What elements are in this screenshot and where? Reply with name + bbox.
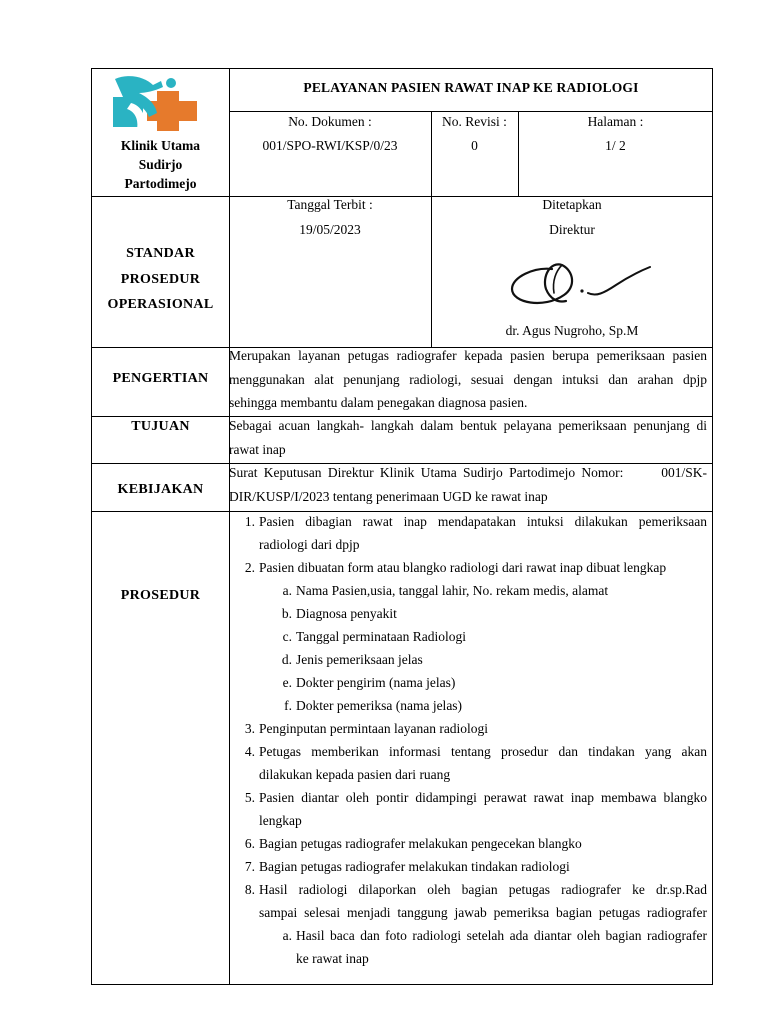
issue-date-label: Tanggal Terbit : (287, 197, 373, 212)
step-text: lengkap (259, 813, 302, 828)
substep-text: Jenis pemeriksaan jelas (296, 652, 423, 667)
tujuan-line1: Sebagai acuan langkah- langkah dalam bentuk pelayana pemeriksaan penunjang di (229, 418, 707, 433)
procedure-step-5-cont (229, 809, 707, 832)
kebijakan-line2: DIR/KUSP/I/2023 tentang penerimaan UGD ke rawat inap (229, 488, 548, 504)
procedure-step-6 (229, 832, 707, 855)
procedure-step-4 (229, 740, 707, 763)
revision-label: No. Revisi : (442, 114, 507, 129)
step-text: Hasil radiologi dilaporkan oleh bagian petugas radiografer ke dr.sp.Rad (259, 882, 707, 897)
step-text: Pasien dibagian rawat inap mendapatakan intuksi dilakukan pemeriksaan (259, 514, 707, 529)
procedure-step-2 (229, 556, 707, 579)
procedure-substep-cont (229, 947, 707, 970)
step-text: Bagian petugas radiografer melakukan pengecekan blangko (259, 836, 582, 851)
pengertian-text (229, 344, 707, 415)
substep-text: Dokter pemeriksa (nama jelas) (296, 698, 463, 713)
procedure-step-8-cont (229, 901, 707, 924)
clinic-name-line3: Partodimejo (124, 176, 197, 191)
issue-date: 19/05/2023 (299, 222, 361, 237)
approver-title: Direktur (549, 222, 595, 237)
document-title: PELAYANAN PASIEN RAWAT INAP KE RADIOLOGI (303, 80, 639, 95)
prosedur-list (229, 510, 707, 970)
substep-letter: c. (282, 629, 292, 644)
step-text: Petugas memberikan informasi tentang prosedur dan tindakan yang akan (259, 744, 707, 759)
rule-title (229, 111, 713, 112)
pengertian-line2: menggunakan alat penunjang radiologi, sesuai dengan intuksi dan arahan dpjp (229, 371, 707, 387)
approver-name: dr. Agus Nugroho, Sp.M (505, 323, 639, 338)
doc-number: 001/SPO-RWI/KSP/0/23 (262, 138, 398, 153)
step-text: Pasien diantar oleh pontir didampingi perawat rawat inap membawa blangko (259, 790, 707, 805)
sop-line2: PROSEDUR (120, 272, 201, 287)
step-number: 4. (244, 744, 255, 759)
procedure-substep (229, 671, 707, 694)
procedure-step-1-cont (229, 533, 707, 556)
step-text: Penginputan permintaan layanan radiologi (259, 721, 489, 736)
kebijakan-heading: KEBIJAKAN (117, 482, 204, 497)
step-text: sampai selesai menjadi tanggung jawab pemeriksa bagian petugas radiografer (259, 905, 707, 920)
procedure-substep (229, 625, 707, 648)
procedure-substep (229, 694, 707, 717)
substep-letter: f. (284, 698, 292, 713)
step-number: 8. (244, 882, 255, 897)
sop-line1: STANDAR (126, 246, 195, 261)
step-number: 3. (244, 721, 255, 736)
pengertian-heading: PENGERTIAN (112, 371, 209, 386)
sop-line3: OPERASIONAL (107, 297, 214, 312)
substep-letter: b. (281, 606, 292, 621)
clinic-name-line2: Sudirjo (138, 157, 183, 172)
prosedur-heading: PROSEDUR (120, 588, 201, 603)
procedure-substep (229, 924, 707, 947)
procedure-substep (229, 648, 707, 671)
step-number: 1. (244, 514, 255, 529)
substep-letter: e. (282, 675, 292, 690)
procedure-step-5 (229, 786, 707, 809)
step-text: Pasien dibuatan form atau blangko radiologi dari rawat inap dibuat lengkap (259, 560, 667, 575)
substep-text: Tanggal perminataan Radiologi (296, 629, 467, 644)
page-label: Halaman : (587, 114, 644, 129)
substep-letter: a. (282, 583, 292, 598)
approved-label: Ditetapkan (542, 197, 602, 212)
clinic-logo (109, 73, 201, 135)
step-text: Bagian petugas radiografer melakukan tindakan radiologi (259, 859, 570, 874)
substep-text: Hasil baca dan foto radiologi setelah ada diantar oleh bagian radiografer (296, 928, 707, 943)
pengertian-line1: Merupakan layanan petugas radiografer kepada pasien berupa pemeriksaan pasien (229, 348, 707, 363)
substep-text: Nama Pasien,usia, tanggal lahir, No. rekam medis, alamat (296, 583, 609, 598)
director-signature (504, 241, 654, 315)
substep-text: ke rawat inap (296, 951, 369, 966)
procedure-step-3 (229, 717, 707, 740)
substep-letter: a. (282, 928, 292, 943)
step-text: radiologi dari dpjp (259, 537, 360, 552)
step-number: 7. (244, 859, 255, 874)
kebijakan-text (229, 461, 707, 508)
kebijakan-line1: Surat Keputusan Direktur Klinik Utama Sudirjo Partodimejo Nomor: 001/SK- (229, 465, 707, 480)
procedure-step-1 (229, 510, 707, 533)
step-number: 2. (244, 560, 255, 575)
tujuan-line2: rawat inap (229, 441, 286, 457)
substep-text: Dokter pengirim (nama jelas) (296, 675, 456, 690)
step-number: 5. (244, 790, 255, 805)
procedure-substep (229, 579, 707, 602)
step-text: dilakukan kepada pasien dari ruang (259, 767, 451, 782)
sop-document (91, 68, 713, 985)
substep-letter: d. (281, 652, 292, 667)
step-number: 6. (244, 836, 255, 851)
procedure-step-7 (229, 855, 707, 878)
clinic-name-line1: Klinik Utama (120, 138, 201, 153)
tujuan-text (229, 414, 707, 461)
page-value: 1/ 2 (605, 138, 626, 153)
procedure-step-4-cont (229, 763, 707, 786)
procedure-substep (229, 602, 707, 625)
pengertian-line3: sehingga membantu dalam penegakan diagnosa pasien. (229, 395, 528, 410)
substep-text: Diagnosa penyakit (296, 606, 397, 621)
tujuan-heading: TUJUAN (131, 419, 190, 434)
doc-number-label: No. Dokumen : (288, 114, 372, 129)
revision-value: 0 (471, 138, 478, 153)
procedure-step-8 (229, 878, 707, 901)
